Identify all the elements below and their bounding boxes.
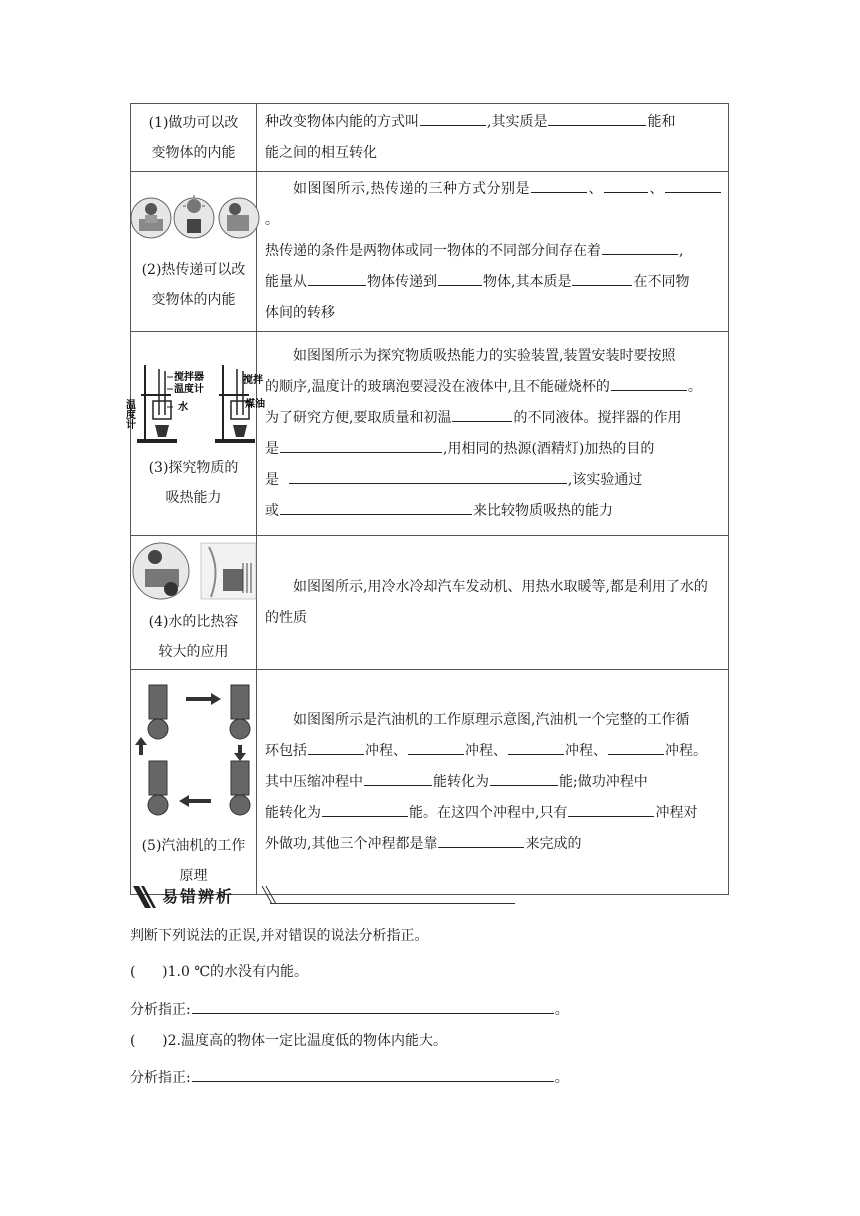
text: 。: [265, 212, 279, 228]
analysis-line-2: [130, 1065, 569, 1088]
text: ,: [679, 243, 684, 259]
text: 如图图所示为探究物质吸热能力的实验装置,装置安装时要按照: [293, 347, 676, 364]
text: 或: [265, 502, 279, 519]
thermometer-label: 温度计: [174, 383, 204, 395]
row-label: (3)探究物质的: [148, 459, 239, 476]
text: 。: [554, 1002, 569, 1018]
row-content-cell: [257, 536, 729, 670]
text: 的不同液体。搅拌器的作用: [513, 409, 682, 426]
text: 物体传递到: [367, 274, 437, 290]
stirrer-label: 搅拌器: [174, 371, 204, 383]
question-2: [130, 1031, 447, 1051]
text: 冲程: [665, 742, 693, 759]
text: ,用相同的热源(酒精灯)加热的目的: [443, 440, 655, 457]
table-row: [131, 172, 729, 332]
analysis-label: 分析指正:: [130, 1070, 191, 1086]
text: 种改变物体内能的方式叫: [265, 113, 419, 130]
knowledge-table: [123, 103, 729, 895]
section-title: 易错辨析: [162, 887, 235, 906]
analysis-line-1: [130, 997, 569, 1020]
fill-blank[interactable]: [280, 436, 442, 453]
apparatus-illustration: [123, 355, 265, 449]
row-label: 较大的应用: [158, 643, 229, 660]
text: 、: [593, 742, 607, 759]
text: 。: [693, 742, 707, 759]
row-label: 原理: [179, 868, 208, 884]
right-top-label: 搅拌: [243, 374, 263, 386]
fill-blank[interactable]: [322, 800, 408, 817]
fill-blank[interactable]: [568, 800, 654, 817]
text: 外做功,其他三个冲程都是靠: [265, 835, 438, 852]
table-row: [131, 536, 729, 670]
fill-blank[interactable]: [572, 269, 632, 286]
text: 能转化为: [433, 773, 489, 790]
text: 能;做功冲程中: [559, 773, 648, 790]
fill-blank[interactable]: [308, 269, 366, 286]
water-label: 水: [178, 401, 188, 413]
text: 能之间的相互转化: [265, 144, 377, 161]
fill-blank[interactable]: [420, 109, 486, 126]
answer-paren[interactable]: ( ): [130, 964, 168, 980]
fill-blank[interactable]: [548, 109, 646, 126]
row-label-cell: [131, 104, 257, 172]
analysis-label: 分析指正:: [130, 1002, 191, 1018]
row-content-cell: [257, 670, 729, 895]
text: 、: [493, 742, 507, 759]
row-label-cell: [123, 332, 265, 536]
text: 如图图所示是汽油机的工作原理示意图,汽油机一个完整的工作循: [293, 711, 690, 728]
row-content-cell: [257, 172, 729, 332]
text: 在不同物: [633, 274, 690, 290]
section-slash-icon: [130, 884, 158, 910]
fill-blank[interactable]: [289, 467, 567, 484]
row-label-cell: [131, 172, 257, 332]
row-label: 变物体的内能: [151, 144, 236, 161]
text: 热传递的条件是两物体或同一物体的不同部分间存在着: [265, 243, 601, 259]
analysis-blank[interactable]: [192, 997, 554, 1014]
fill-blank[interactable]: [602, 238, 678, 255]
row-label-cell: [131, 670, 257, 895]
row-label: (5)汽油机的工作: [141, 838, 246, 854]
text: 物体,其本质是: [483, 274, 572, 290]
text: 能。在这四个冲程中,只有: [409, 804, 568, 821]
text: ,该实验通过: [567, 471, 643, 488]
row-label: (1)做功可以改: [148, 114, 239, 131]
fill-blank[interactable]: [408, 738, 464, 755]
text: 能量从: [265, 274, 307, 290]
fill-blank[interactable]: [280, 498, 472, 515]
fill-blank[interactable]: [531, 176, 587, 193]
fill-blank[interactable]: [308, 738, 364, 755]
question-1: [130, 962, 308, 982]
row-content-cell: [257, 104, 729, 172]
text: 、: [588, 181, 604, 197]
instructions: 判断下列说法的正误,并对错误的说法分析指正。: [130, 928, 429, 944]
engine-cycle-illustration: [131, 673, 256, 829]
water-application-figure: [131, 539, 256, 599]
text: 的性质: [265, 609, 307, 626]
text: 环包括: [265, 742, 307, 759]
section-rule: [270, 903, 515, 904]
text: 、: [649, 181, 665, 197]
text: 冲程对: [655, 804, 698, 821]
heat-transfer-illustration: [131, 189, 256, 245]
text: 是: [265, 440, 279, 457]
text: ,其实质是: [487, 113, 548, 130]
row-label-cell: [131, 536, 257, 670]
question-text: 2.温度高的物体一定比温度低的物体内能大。: [167, 1033, 447, 1049]
fill-blank[interactable]: [438, 269, 482, 286]
text: 冲程: [465, 742, 493, 759]
text: 冲程: [565, 742, 593, 759]
table-row: [131, 332, 729, 536]
text: 的顺序,温度计的玻璃泡要浸没在液体中,且不能碰烧杯的: [265, 378, 610, 395]
water-application-illustration: [131, 539, 256, 599]
row-label: (2)热传递可以改: [141, 261, 246, 278]
fill-blank[interactable]: [490, 769, 558, 786]
text: 、: [393, 742, 407, 759]
text: 是: [265, 471, 279, 488]
engine-cycle-figure: [131, 673, 256, 829]
table-row: [131, 670, 729, 895]
table-row: [131, 104, 729, 172]
text: 为了研究方便,要取质量和初温: [265, 409, 452, 426]
text: 能和: [647, 113, 676, 130]
fill-blank[interactable]: [608, 738, 664, 755]
text: 如图图所示,用冷水冷却汽车发动机、用热水取暖等,都是利用了水的: [293, 578, 708, 595]
text: 。: [687, 378, 702, 395]
text: 来完成的: [525, 835, 582, 852]
text: 。: [554, 1070, 569, 1086]
text: 冲程: [365, 742, 393, 759]
text: 来比较物质吸热的能力: [473, 502, 613, 519]
row-label: 吸热能力: [165, 489, 222, 506]
row-content-cell: [257, 332, 729, 536]
question-text: 1.0 ℃的水没有内能。: [167, 964, 309, 980]
text: 如图图所示,热传递的三种方式分别是: [293, 181, 530, 197]
left-cut-label: 温度计: [123, 398, 135, 429]
fill-blank[interactable]: [364, 769, 432, 786]
row-label: (4)水的比热容: [148, 613, 239, 630]
fill-blank[interactable]: [438, 831, 524, 848]
text: 其中压缩冲程中: [265, 773, 363, 790]
fill-blank[interactable]: [665, 176, 721, 193]
analysis-blank[interactable]: [192, 1065, 554, 1082]
answer-paren[interactable]: ( ): [130, 1033, 168, 1049]
fill-blank[interactable]: [611, 374, 687, 391]
heat-transfer-figure: [131, 189, 256, 245]
right-mid-label: 煤油: [245, 398, 265, 410]
heat-capacity-apparatus-figure: [123, 355, 265, 449]
fill-blank[interactable]: [604, 176, 648, 193]
row-label: 变物体的内能: [151, 291, 236, 308]
section-divider-icon: [260, 884, 282, 908]
text: 体间的转移: [265, 305, 335, 321]
section-header: [130, 882, 530, 912]
text: 能转化为: [265, 804, 321, 821]
fill-blank[interactable]: [508, 738, 564, 755]
fill-blank[interactable]: [452, 405, 512, 422]
